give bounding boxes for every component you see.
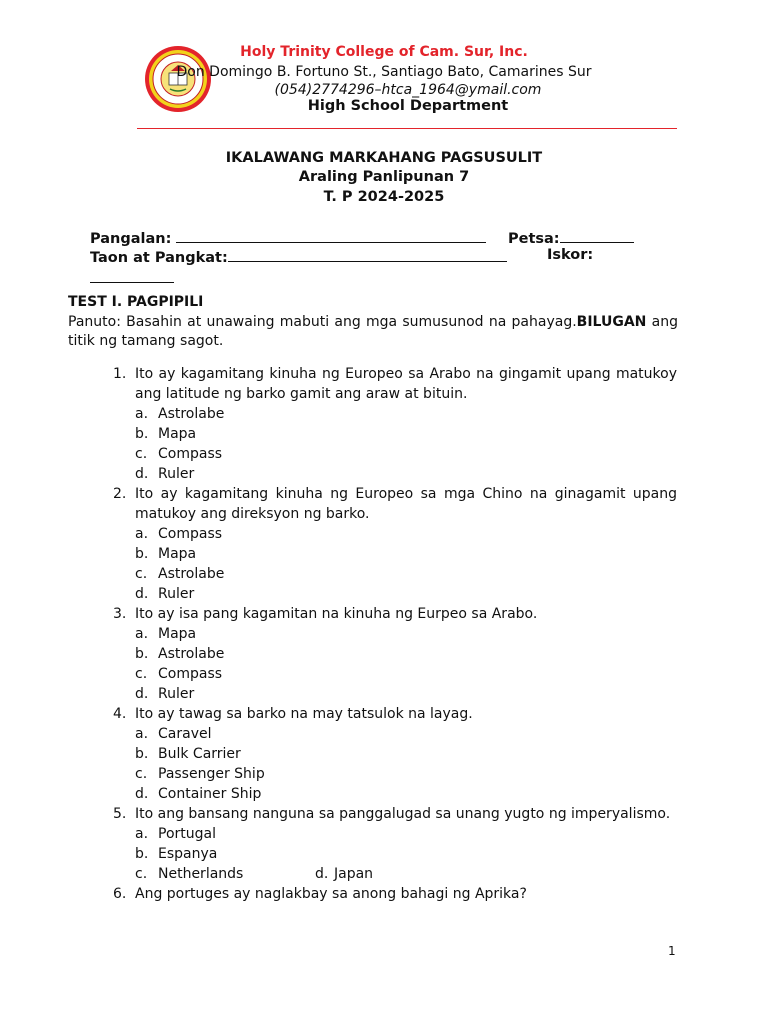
school-year: T. P 2024-2025 bbox=[323, 189, 445, 205]
choice-text: Compass bbox=[158, 446, 223, 462]
school-contact bbox=[0, 82, 768, 98]
instructions-emphasis: BILUGAN bbox=[576, 314, 647, 330]
choice-letter[interactable]: a. bbox=[135, 726, 149, 742]
choice-letter[interactable]: c. bbox=[135, 446, 148, 462]
question-text: Ito ang bansang nanguna sa panggalugad sa unang yugto ng imperyalismo. bbox=[135, 806, 671, 822]
choice-letter[interactable]: b. bbox=[135, 426, 149, 442]
name-field[interactable] bbox=[90, 228, 486, 247]
choice-letter[interactable]: a. bbox=[135, 526, 149, 542]
score-field[interactable] bbox=[547, 247, 593, 263]
question-item bbox=[0, 604, 768, 704]
instructions-prefix: Panuto: Basahin at unawaing mabuti ang mga sumusunod na pahayag. bbox=[68, 314, 577, 330]
choice-item[interactable] bbox=[0, 644, 768, 664]
choice-text: Passenger Ship bbox=[158, 766, 265, 782]
choice-text: Container Ship bbox=[158, 786, 262, 802]
choice-letter[interactable]: b. bbox=[135, 746, 149, 762]
grade-section-label: Taon at Pangkat: bbox=[90, 250, 228, 266]
choice-letter[interactable]: d. bbox=[135, 466, 149, 482]
choice-text: Japan bbox=[334, 866, 374, 882]
question-number: 6. bbox=[113, 886, 127, 902]
choice-text: Mapa bbox=[158, 426, 197, 442]
question-item bbox=[0, 804, 768, 884]
choice-list bbox=[0, 524, 768, 604]
score-label: Iskor: bbox=[547, 247, 594, 263]
school-name-text: Holy Trinity College of Cam. Sur, Inc. bbox=[240, 44, 528, 60]
school-name bbox=[0, 44, 768, 60]
exam-title: IKALAWANG MARKAHANG PAGSUSULIT bbox=[225, 150, 543, 166]
choice-text: Bulk Carrier bbox=[158, 746, 241, 762]
question-text: Ito ay kagamitang kinuha ng Europeo sa Arabo na gingamit upang matukoy ang latitude ng barko gamit ang araw at bituin. bbox=[135, 366, 677, 402]
choice-item[interactable] bbox=[0, 844, 768, 864]
choice-item[interactable] bbox=[0, 584, 768, 604]
choice-letter[interactable]: d. bbox=[315, 866, 329, 882]
school-department bbox=[0, 98, 768, 114]
choice-text: Portugal bbox=[158, 826, 216, 842]
choice-item[interactable] bbox=[0, 624, 768, 644]
school-contact-text: (054)2774296–htca_1964@ymail.com bbox=[274, 82, 542, 98]
name-label: Pangalan: bbox=[90, 231, 172, 247]
choice-text: Mapa bbox=[158, 546, 197, 562]
choice-item[interactable] bbox=[0, 564, 768, 584]
choice-item[interactable] bbox=[0, 864, 768, 884]
choice-letter[interactable]: b. bbox=[135, 546, 149, 562]
choice-letter[interactable]: b. bbox=[135, 846, 149, 862]
choice-list bbox=[0, 724, 768, 804]
choice-text: Astrolabe bbox=[158, 646, 225, 662]
choice-list bbox=[0, 824, 768, 884]
choice-letter[interactable]: a. bbox=[135, 406, 149, 422]
choice-item[interactable] bbox=[0, 744, 768, 764]
choice-letter[interactable]: a. bbox=[135, 826, 149, 842]
choice-letter[interactable]: a. bbox=[135, 626, 149, 642]
subject-title: Araling Panlipunan 7 bbox=[298, 169, 470, 185]
score-blank[interactable] bbox=[90, 268, 174, 283]
choice-text: Compass bbox=[158, 526, 223, 542]
choice-item[interactable] bbox=[0, 444, 768, 464]
question-text: Ito ay kagamitang kinuha ng Europeo sa mga Chino na ginagamit upang matukoy ang direksyon ng barko. bbox=[135, 486, 677, 522]
choice-letter[interactable]: d. bbox=[135, 686, 149, 702]
choice-item[interactable] bbox=[0, 524, 768, 544]
date-field[interactable] bbox=[508, 228, 634, 247]
choice-text: Ruler bbox=[158, 466, 195, 482]
choice-item[interactable] bbox=[0, 404, 768, 424]
choice-item[interactable] bbox=[0, 724, 768, 744]
question-number: 4. bbox=[113, 706, 127, 722]
choice-item[interactable] bbox=[0, 544, 768, 564]
choice-letter[interactable]: b. bbox=[135, 646, 149, 662]
choice-item[interactable] bbox=[0, 464, 768, 484]
name-blank[interactable] bbox=[176, 228, 486, 243]
choice-letter[interactable]: c. bbox=[135, 866, 148, 882]
school-address-text: Don Domingo B. Fortuno St., Santiago Bato, Camarines Sur bbox=[176, 64, 592, 80]
school-address bbox=[0, 64, 768, 80]
question-item bbox=[0, 884, 768, 904]
grade-section-blank[interactable] bbox=[228, 247, 507, 262]
question-number: 3. bbox=[113, 606, 127, 622]
instructions bbox=[68, 313, 678, 351]
score-blank-row[interactable] bbox=[90, 268, 174, 287]
question-item bbox=[0, 704, 768, 804]
choice-item[interactable] bbox=[0, 784, 768, 804]
header-divider bbox=[137, 128, 677, 129]
question-text: Ito ay isa pang kagamitan na kinuha ng Eurpeo sa Arabo. bbox=[135, 606, 538, 622]
choice-item[interactable] bbox=[0, 424, 768, 444]
choice-letter[interactable]: c. bbox=[135, 766, 148, 782]
question-text: Ang portuges ay naglakbay sa anong bahagi ng Aprika? bbox=[135, 886, 527, 902]
question-number: 2. bbox=[113, 486, 127, 502]
choice-text: Caravel bbox=[158, 726, 212, 742]
choice-item[interactable] bbox=[0, 824, 768, 844]
choice-list bbox=[0, 404, 768, 484]
grade-section-field[interactable] bbox=[90, 247, 507, 266]
page-number: 1 bbox=[668, 944, 676, 958]
question-number: 5. bbox=[113, 806, 127, 822]
choice-letter[interactable]: d. bbox=[135, 586, 149, 602]
question-item bbox=[0, 484, 768, 604]
question-item bbox=[0, 364, 768, 484]
choice-text: Compass bbox=[158, 666, 223, 682]
choice-letter[interactable]: c. bbox=[135, 566, 148, 582]
instructions-suffix: ang titik ng tamang sagot. bbox=[68, 314, 679, 349]
choice-text: Espanya bbox=[158, 846, 218, 862]
choice-text: Mapa bbox=[158, 626, 197, 642]
choice-item[interactable] bbox=[0, 764, 768, 784]
choice-item[interactable] bbox=[0, 664, 768, 684]
choice-text: Astrolabe bbox=[158, 406, 225, 422]
date-blank[interactable] bbox=[560, 228, 634, 243]
question-number: 1. bbox=[113, 366, 127, 382]
choice-text: Astrolabe bbox=[158, 566, 225, 582]
question-list bbox=[0, 364, 768, 904]
choice-letter[interactable]: c. bbox=[135, 666, 148, 682]
choice-item[interactable] bbox=[0, 684, 768, 704]
choice-letter[interactable]: d. bbox=[135, 786, 149, 802]
choice-text: Ruler bbox=[158, 586, 195, 602]
choice-text: Netherlands bbox=[158, 866, 244, 882]
choice-text: Ruler bbox=[158, 686, 195, 702]
date-label: Petsa: bbox=[508, 231, 560, 247]
choice-list bbox=[0, 624, 768, 704]
school-department-text: High School Department bbox=[307, 98, 509, 114]
question-text: Ito ay tawag sa barko na may tatsulok na layag. bbox=[135, 706, 473, 722]
test-title: TEST I. PAGPIPILI bbox=[68, 294, 204, 310]
